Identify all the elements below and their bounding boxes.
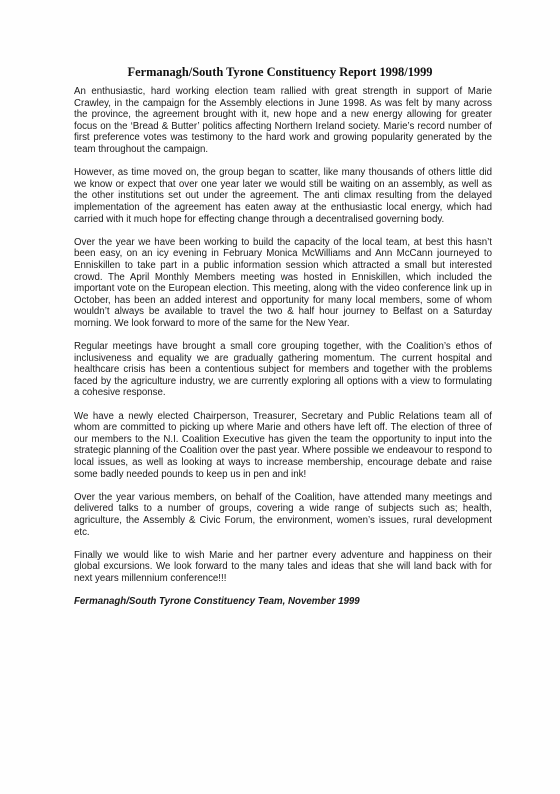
paragraph-new-officers: We have a newly elected Chairperson, Treasurer, Secretary and Public Relations team all of whom are committed to picking up where Marie and others have left off. The election of three of our members to the N.I. Coalition Executive has given the team the opportunity to input into the strategic planning of the Coalition over the past year. Where possible we endeavour to respond to local issues, as well as looking at ways to increase membership, encourage debate and raise some badly needed pounds to keep us in pen and ink! [74, 410, 492, 480]
paragraph-delayed-assembly: However, as time moved on, the group began to scatter, like many thousands of others little did we know or expect that over one year later we would still be waiting on an assembly, as well as the other institutions set out under the agreement. The anti climax resulting from the delayed implementation of the agreement has eaten away at the enthusiastic local energy, which had carried with it much hope for effecting change through a decentralised governing body. [74, 167, 492, 225]
paragraph-talks-delivered: Over the year various members, on behalf of the Coalition, have attended many meetings and delivered talks to a number of groups, covering a wide range of subjects such as; health, agriculture, the Assembly & Civic Forum, the environment, women’s issues, rural development etc. [74, 491, 492, 538]
paragraph-election-campaign: An enthusiastic, hard working election team rallied with great strength in support of Marie Crawley, in the campaign for the Assembly elections in June 1998. As was felt by many across the province, the agreement brought with it, new hope and a new energy allowing for greater focus on the ‘Bread & Butter’ politics affecting Northern Ireland society. Marie’s record number of first preference votes was testimony to the hard work and growing popularity generated by the team throughout the campaign. [74, 86, 492, 155]
report-title: Fermanagh/South Tyrone Constituency Report 1998/1999 [127, 65, 433, 79]
paragraph-regular-meetings: Regular meetings have brought a small core grouping together, with the Coalition’s ethos of inclusiveness and equality we are gradually gathering momentum. The current hospital and healthcare crisis has been a contentious subject for members and together with the problems faced by the agriculture industry, we are currently exploring all options with a view to formulating a cohesive response. [74, 341, 492, 399]
paragraph-local-capacity: Over the year we have been working to build the capacity of the local team, at best this hasn’t been easy, on an icy evening in February Monica McWilliams and Ann McCann journeyed to Enniskillen to take part in a public information session which attracted a small but interested crowd. The April Monthly Members meeting was hosted in Enniskillen, which included the important vote on the European election. This meeting, along with the video conference link up in October, has been an added interest and opportunity for many local members, some of whom wouldn’t always be available to travel the two & half hour journey to Belfast on a Saturday morning. We look forward to more of the same for the New Year. [74, 236, 492, 329]
signature-line: Fermanagh/South Tyrone Constituency Team, November 1999 [74, 596, 360, 608]
report-body [74, 86, 492, 619]
paragraph-farewell: Finally we would like to wish Marie and her partner every adventure and happiness on their global excursions. We look forward to the many tales and ideas that she will land back with for next years millennium conference!!! [74, 549, 492, 584]
